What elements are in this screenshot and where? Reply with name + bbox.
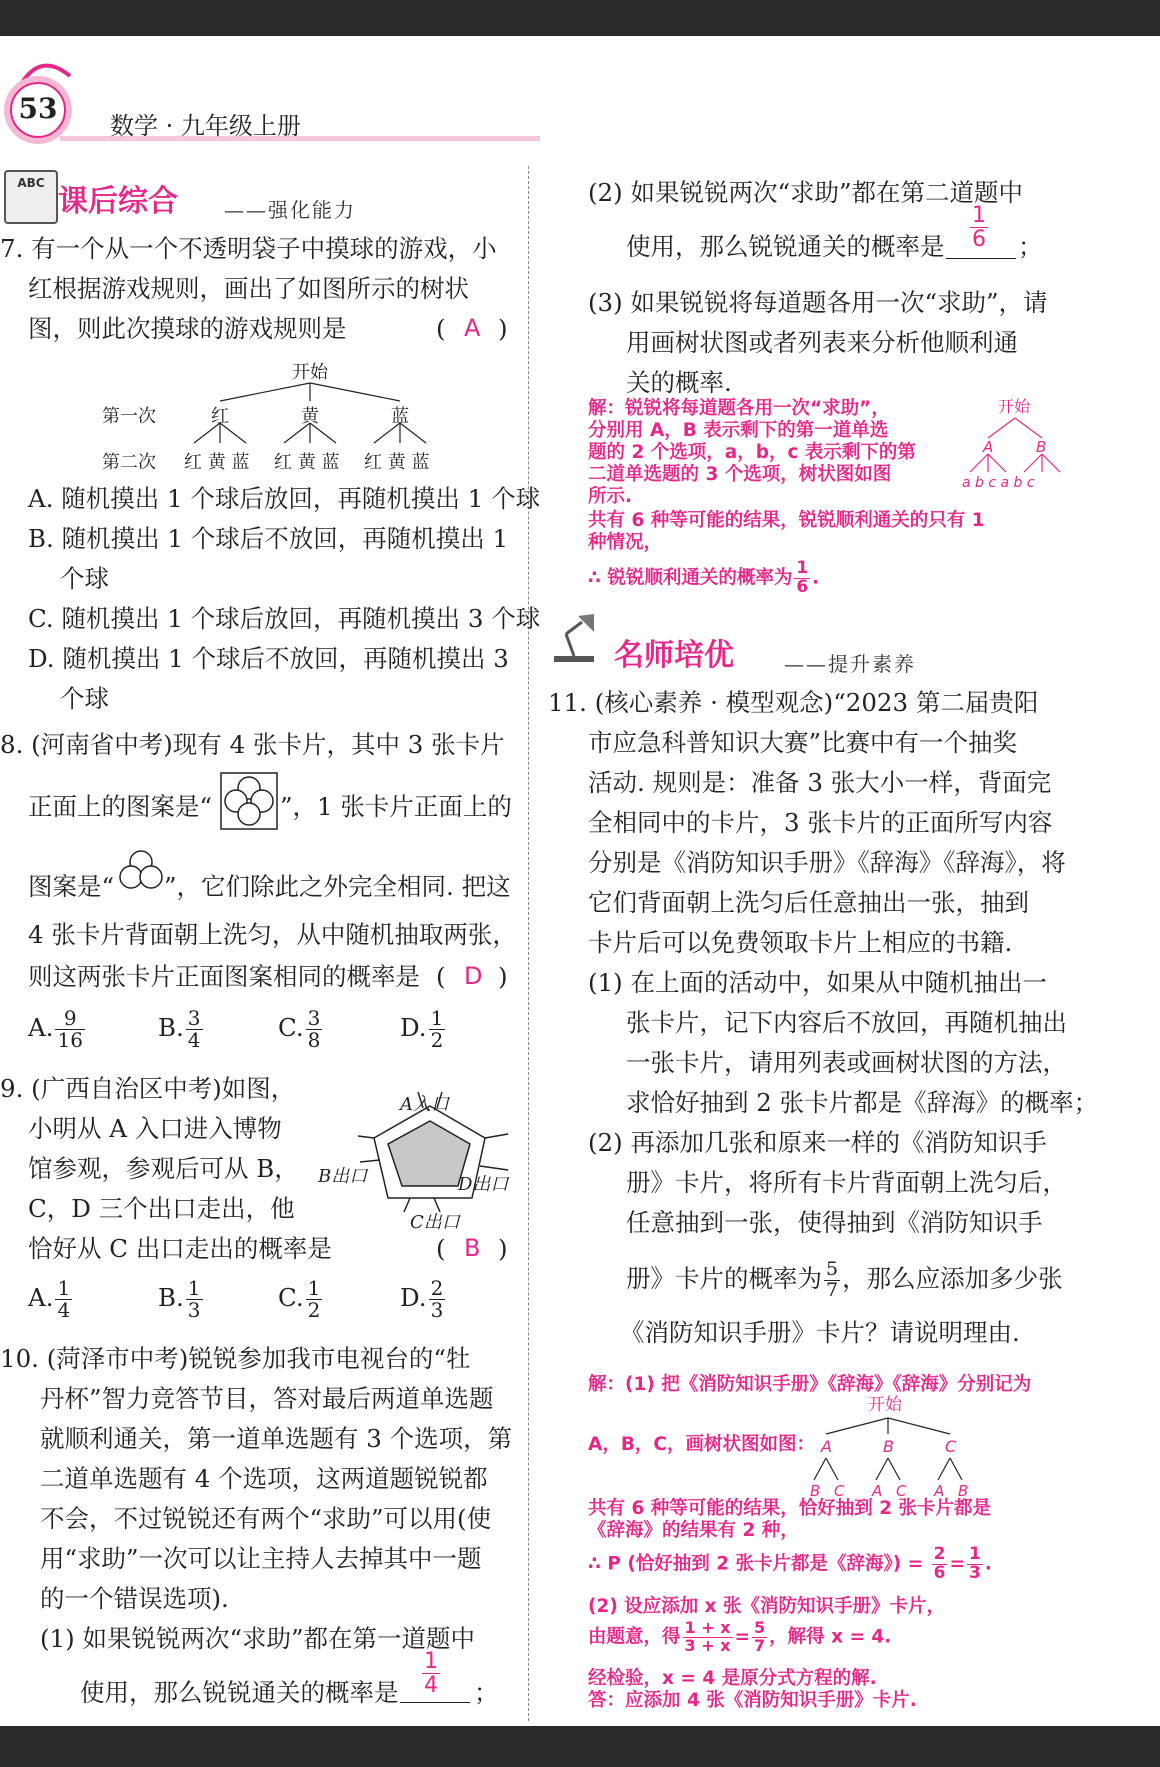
abc-icon: ABC xyxy=(4,170,58,224)
q9-option-a: A. $\frac{1}{4}$ xyxy=(28,1276,71,1322)
q10-part2-answer: $\frac{1}{6}$ xyxy=(972,203,986,253)
q10-part1-line-1: (1) 如果锐锐两次“求助”都在第一道题中 xyxy=(40,1624,476,1653)
q11-line-2: 市应急科普知识大赛”比赛中有一个抽奖 xyxy=(588,728,1018,757)
q7-tree-start: 开始 xyxy=(292,362,328,383)
q9-line-4: C，D 三个出口走出，他 xyxy=(28,1194,295,1223)
q11-solution-line-6: (2) 设应添加 x 张《消防知识手册》卡片， xyxy=(588,1596,946,1617)
q7-tree-row1-label: 第一次 xyxy=(102,406,156,427)
q7-tree-node-yellow: 黄 xyxy=(301,406,319,427)
q9-label-a-entrance: A入口 xyxy=(400,1094,449,1115)
q9-option-b: B. $\frac{1}{3}$ xyxy=(158,1276,201,1322)
q7-tree-leaves-1: 红 黄 蓝 xyxy=(184,452,250,473)
q10-line-1: 10. (菏泽市中考)锐锐参加我市电视台的“牡 xyxy=(0,1344,471,1373)
q9-label-d-exit: D出口 xyxy=(458,1174,509,1195)
q7-tree-row2-label: 第二次 xyxy=(102,452,156,473)
q11-part2-line-5: 《消防知识手册》卡片？请说明理由. xyxy=(620,1318,1020,1347)
q9-line-5: 恰好从 C 出口走出的概率是 xyxy=(28,1234,332,1263)
q11-part2-line-1: (2) 再添加几张和原来一样的《消防知识手 xyxy=(588,1128,1047,1157)
q10-solution-line-3: 题的 2 个选项，a，b，c 表示剩下的第 xyxy=(588,442,916,463)
q8-answer: D xyxy=(464,962,483,990)
q9-line-1: 9. (广西自治区中考)如图， xyxy=(0,1074,296,1103)
q11-solution-line-1: 解：(1) 把《消防知识手册》《辞海》《辞海》分别记为 xyxy=(588,1374,1032,1395)
q11-solution-line-2: A，B，C，画树状图如图： xyxy=(588,1434,815,1455)
q11-tree-leaf-2: C xyxy=(834,1482,845,1500)
q7-option-c: C. 随机摸出 1 个球后放回，再随机摸出 3 个球 xyxy=(28,604,541,633)
q11-solution-line-5: ∴ P (恰好抽到 2 张卡片都是《辞海》) = $\frac{2}{6}$ = $\frac{1}{3}$ . xyxy=(588,1544,992,1583)
q10-part1-answer: $\frac{1}{4}$ xyxy=(424,1649,438,1699)
q10-line-5: 不会，不过锐锐还有两个“求助”可以用(使 xyxy=(40,1504,492,1533)
q11-solution-line-3: 共有 6 种等可能的结果，恰好抽到 2 张卡片都是 xyxy=(588,1498,992,1519)
q10-part1-blank xyxy=(400,1702,470,1703)
q8-option-b: B. $\frac{3}{4}$ xyxy=(158,1006,201,1052)
q11-part1-line-2: 张卡片，记下内容后不放回，再随机抽出 xyxy=(626,1008,1067,1037)
q11-line-6: 它们背面朝上洗匀后任意抽出一张，抽到 xyxy=(588,888,1029,917)
q10-tree-node-a: A xyxy=(983,438,994,456)
q8-option-c: C. $\frac{3}{8}$ xyxy=(278,1006,321,1052)
q11-line-4: 全相同中的卡片，3 张卡片的正面所写内容 xyxy=(588,808,1053,837)
q10-line-3: 就顺利通关，第一道单选题有 3 个选项，第 xyxy=(40,1424,513,1453)
q9-option-c: C. $\frac{1}{2}$ xyxy=(278,1276,321,1322)
q7-line-3: 图，则此次摸球的游戏规则是 xyxy=(28,314,347,343)
q8-line-2a: 正面上的图案是“ xyxy=(28,792,213,821)
q10-tree-node-b: B xyxy=(1036,438,1047,456)
q8-bracket-right: ) xyxy=(498,962,508,991)
q10-part2-semicolon: ； xyxy=(1018,232,1043,261)
q10-solution-line-5: 所示. xyxy=(588,486,633,507)
q10-tree-start: 开始 xyxy=(998,397,1031,416)
q11-tree-leaf-1: B xyxy=(810,1482,821,1500)
q10-part3-line-2: 用画树状图或者列表来分析他顺利通 xyxy=(626,328,1018,357)
q11-solution-line-4: 《辞海》的结果有 2 种， xyxy=(588,1520,799,1541)
q11-tree-node-c: C xyxy=(945,1437,957,1456)
lamp-icon xyxy=(548,610,608,666)
q10-solution-line-1: 解：锐锐将每道题各用一次“求助”， xyxy=(588,398,890,419)
q8-line-1: 8. (河南省中考)现有 4 张卡片，其中 3 张卡片 xyxy=(0,730,505,759)
q11-part1-line-3: 一张卡片，请用列表或画树状图的方法， xyxy=(626,1048,1067,1077)
q11-tree-leaf-4: C xyxy=(896,1482,907,1500)
q10-part3-line-1: (3) 如果锐锐将每道题各用一次“求助”，请 xyxy=(588,288,1048,317)
q9-option-d: D. $\frac{2}{3}$ xyxy=(400,1276,444,1322)
q9-bracket-left: ( xyxy=(436,1234,446,1263)
section-subtitle-advanced: ——提升素养 xyxy=(784,652,916,676)
q10-line-7: 的一个错误选项). xyxy=(40,1584,229,1613)
q7-option-b: B. 随机摸出 1 个球后不放回，再随机摸出 1 xyxy=(28,524,509,553)
section-subtitle-homework: ——强化能力 xyxy=(224,198,356,222)
three-circle-card-icon xyxy=(118,848,164,894)
q11-part2-line-3: 任意抽到一张，使得抽到《消防知识手 xyxy=(626,1208,1043,1237)
q9-answer: B xyxy=(464,1234,481,1262)
q11-part2-line-4: 册》卡片的概率为 $\frac{5}{7}$ ，那么应添加多少张 xyxy=(626,1258,1063,1301)
q11-tree-leaf-5: A xyxy=(934,1482,945,1500)
q7-line-2: 红根据游戏规则，画出了如图所示的树状 xyxy=(28,274,469,303)
book-subject: 数学 · 九年级上册 xyxy=(110,112,301,140)
q9-line-2: 小明从 A 入口进入博物 xyxy=(28,1114,282,1143)
q7-option-d: D. 随机摸出 1 个球后不放回，再随机摸出 3 xyxy=(28,644,509,673)
q11-line-5: 分别是《消防知识手册》《辞海》《辞海》，将 xyxy=(588,848,1066,877)
q8-option-a: A. $\frac{9}{16}$ xyxy=(28,1006,83,1052)
q11-tree-leaf-3: A xyxy=(872,1482,883,1500)
q11-solution-line-9: 答：应添加 4 张《消防知识手册》卡片. xyxy=(588,1690,917,1711)
q10-part3-line-3: 关的概率. xyxy=(626,368,732,397)
q7-bracket-right: ) xyxy=(498,314,508,343)
q10-solution-line-8: ∴ 锐锐顺利通关的概率为 $\frac{1}{6}$ . xyxy=(588,558,820,597)
q7-bracket-left: ( xyxy=(436,314,446,343)
q11-part1-line-1: (1) 在上面的活动中，如果从中随机抽出一 xyxy=(588,968,1047,997)
q8-line-5: 则这两张卡片正面图案相同的概率是 xyxy=(28,962,420,991)
q10-part2-line-2: 使用，那么锐锐通关的概率是 xyxy=(626,232,945,261)
q7-option-d-cont: 个球 xyxy=(60,684,109,713)
textbook-page xyxy=(0,36,1160,1726)
q8-line-4: 4 张卡片背面朝上洗匀，从中随机抽取两张， xyxy=(28,920,517,949)
q10-part1-line-2: 使用，那么锐锐通关的概率是 xyxy=(80,1678,399,1707)
q10-solution-line-4: 二道单选题的 3 个选项，树状图如图 xyxy=(588,464,892,485)
q10-solution-line-2: 分别用 A，B 表示剩下的第一道单选 xyxy=(588,420,889,441)
page-number: 53 xyxy=(18,92,58,125)
q10-solution-line-7: 种情况， xyxy=(588,532,663,553)
q8-option-d: D. $\frac{1}{2}$ xyxy=(400,1006,444,1052)
q9-line-3: 馆参观，参观后可从 B， xyxy=(28,1154,299,1183)
q7-tree-node-blue: 蓝 xyxy=(391,406,409,427)
q7-option-a: A. 随机摸出 1 个球后放回，再随机摸出 1 个球 xyxy=(28,484,541,513)
q9-label-c-exit: C出口 xyxy=(410,1212,460,1233)
q8-line-3b: ”，它们除此之外完全相同. 把这 xyxy=(164,872,511,901)
q11-solution-line-7: 由题意，得 $\frac{1 + x}{3 + x}$ = $\frac{5}{7}$ ，解得 x = 4. xyxy=(588,1618,892,1655)
q11-tree-node-b: B xyxy=(883,1437,894,1456)
q10-part2-blank xyxy=(946,258,1016,259)
q10-solution-line-6: 共有 6 种等可能的结果，锐锐顺利通关的只有 1 xyxy=(588,510,985,531)
q11-part2-line-2: 册》卡片，将所有卡片背面朝上洗匀后， xyxy=(626,1168,1067,1197)
section-title-advanced: 名师培优 xyxy=(614,638,734,673)
q7-tree-leaves-3: 红 黄 蓝 xyxy=(364,452,430,473)
q11-line-3: 活动. 规则是：准备 3 张大小一样，背面完 xyxy=(588,768,1052,797)
q11-line-1: 11. (核心素养 · 模型观念)“2023 第二届贵阳 xyxy=(548,688,1039,717)
q7-tree-node-red: 红 xyxy=(211,406,229,427)
q10-part2-line-1: (2) 如果锐锐两次“求助”都在第二道题中 xyxy=(588,178,1024,207)
q10-line-2: 丹杯”智力竞答节目，答对最后两道单选题 xyxy=(40,1384,494,1413)
q10-line-4: 二道单选题有 4 个选项，这两道题锐锐都 xyxy=(40,1464,488,1493)
q10-tree-leaves: a b c a b c xyxy=(962,475,1035,491)
column-divider xyxy=(528,166,529,1721)
q11-part1-line-4: 求恰好抽到 2 张卡片都是《辞海》的概率； xyxy=(626,1088,1099,1117)
section-title-homework: 课后综合 xyxy=(58,184,178,219)
q8-bracket-left: ( xyxy=(436,962,446,991)
q7-line-1: 7. 有一个从一个不透明袋子中摸球的游戏，小 xyxy=(0,234,497,263)
q10-line-6: 用“求助”一次可以让主持人去掉其中一题 xyxy=(40,1544,482,1573)
q11-tree-leaf-6: B xyxy=(958,1482,969,1500)
q9-bracket-right: ) xyxy=(498,1234,508,1263)
q7-answer: A xyxy=(464,314,481,342)
q8-line-2b: ”，1 张卡片正面上的 xyxy=(280,792,512,821)
q11-line-7: 卡片后可以免费领取卡片上相应的书籍. xyxy=(588,928,1013,957)
q10-part1-semicolon: ； xyxy=(474,1678,499,1707)
q11-solution-line-8: 经检验，x = 4 是原分式方程的解. xyxy=(588,1668,877,1689)
q8-line-3a: 图案是“ xyxy=(28,872,115,901)
four-circle-card-icon xyxy=(220,772,278,830)
q7-tree-leaves-2: 红 黄 蓝 xyxy=(274,452,340,473)
q11-tree-node-a: A xyxy=(821,1437,832,1456)
q11-tree-start: 开始 xyxy=(868,1395,902,1415)
q9-label-b-exit: B出口 xyxy=(318,1166,368,1187)
q7-option-b-cont: 个球 xyxy=(60,564,109,593)
